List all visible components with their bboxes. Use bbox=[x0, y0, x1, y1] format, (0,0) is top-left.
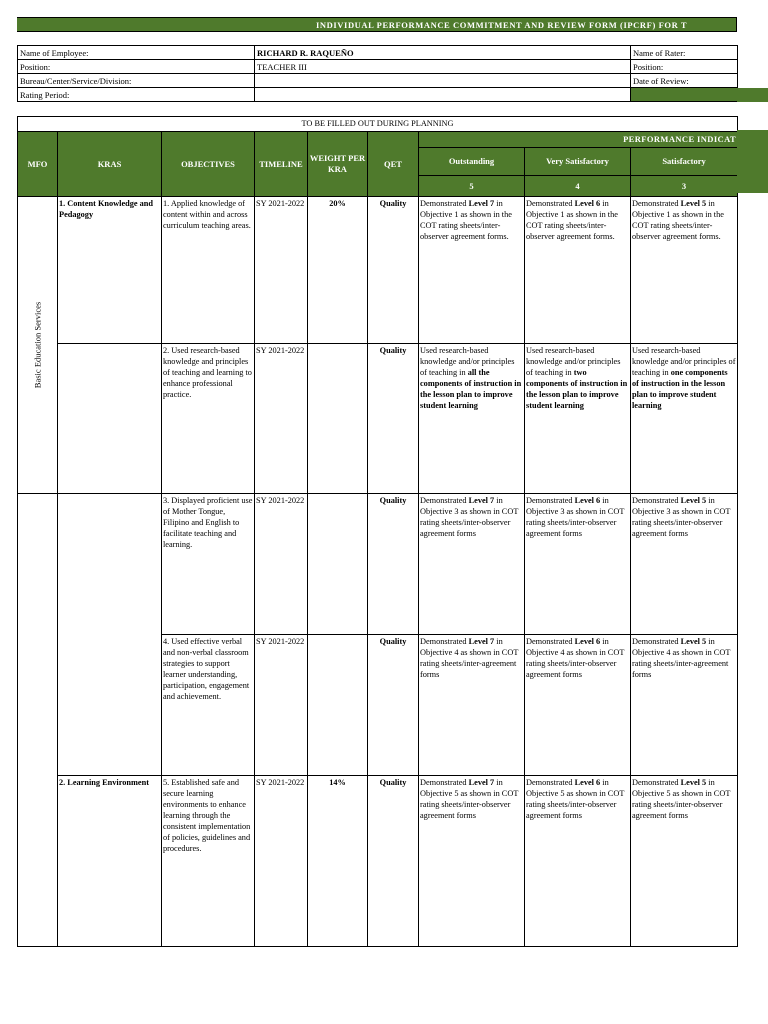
indicator-text: Demonstrated bbox=[632, 199, 681, 208]
indicator-text: Demonstrated bbox=[420, 496, 469, 505]
kra-cell bbox=[58, 494, 162, 776]
header-objectives: OBJECTIVES bbox=[162, 132, 255, 197]
very-satisfactory-cell bbox=[525, 344, 631, 494]
indicator-level: two components of instruction in the lesson plan to improve student learning bbox=[526, 368, 628, 411]
indicator-text: Used research-based knowledge and/or principles of teaching in bbox=[632, 346, 736, 378]
objective-cell: 5. Established safe and secure learning environments to enhance learning through the consistent implementation of policies, guidelines and procedures. bbox=[162, 776, 255, 947]
indicator-text: in Objective 5 as shown in COT rating sheets/inter-observer agreement forms bbox=[420, 778, 519, 820]
header-very-satisfactory: Very Satisfactory bbox=[525, 147, 631, 176]
satisfactory-cell bbox=[631, 197, 738, 344]
indicator-text: Demonstrated bbox=[526, 496, 575, 505]
indicator-level: Level 7 bbox=[468, 199, 495, 208]
header-kras: KRAS bbox=[58, 132, 162, 197]
planning-row bbox=[18, 117, 738, 132]
indicator-level: Level 6 bbox=[574, 778, 601, 787]
indicator-text: in Objective 5 as shown in COT rating sheets/inter-observer agreement forms bbox=[526, 778, 625, 820]
outstanding-cell bbox=[419, 776, 525, 947]
very-satisfactory-cell bbox=[525, 635, 631, 776]
indicator-level: Level 7 bbox=[468, 496, 495, 505]
indicator-level: Level 5 bbox=[680, 199, 707, 208]
weight-cell bbox=[308, 635, 368, 776]
indicator-text: Demonstrated bbox=[420, 637, 469, 646]
header-mfo: MFO bbox=[18, 132, 58, 197]
score-outstanding: 5 bbox=[419, 176, 525, 197]
very-satisfactory-cell bbox=[525, 197, 631, 344]
satisfactory-cell bbox=[631, 494, 738, 635]
indicator-text: Demonstrated bbox=[526, 637, 575, 646]
indicator-text: Demonstrated bbox=[420, 199, 469, 208]
qet-cell: Quality bbox=[368, 197, 419, 344]
bureau-label: Bureau/Center/Service/Division: bbox=[18, 74, 255, 88]
weight-cell: 14% bbox=[308, 776, 368, 947]
form-title-text: INDIVIDUAL PERFORMANCE COMMITMENT AND REVIEW FORM (IPCRF) FOR T bbox=[316, 20, 688, 30]
indicator-text: in Objective 4 as shown in COT rating sheets/inter-agreement forms bbox=[632, 637, 731, 679]
rater-label: Name of Rater: bbox=[631, 46, 738, 60]
rating-period-label: Rating Period: bbox=[18, 88, 255, 102]
indicator-text: in Objective 1 as shown in the COT rating sheets/inter-observer agreement forms. bbox=[526, 199, 618, 241]
indicator-text: in Objective 5 as shown in COT rating sheets/inter-observer agreement forms bbox=[632, 778, 731, 820]
indicator-level: all the components of instruction in the lesson plan to improve student learning bbox=[420, 368, 522, 411]
indicator-text: Demonstrated bbox=[632, 496, 681, 505]
employee-info-table bbox=[17, 45, 738, 102]
very-satisfactory-cell bbox=[525, 776, 631, 947]
score-satisfactory: 3 bbox=[631, 176, 738, 197]
indicator-level: Level 7 bbox=[468, 778, 495, 787]
review-date-label: Date of Review: bbox=[631, 74, 738, 88]
timeline-cell: SY 2021-2022 bbox=[255, 344, 308, 494]
indicator-text: in Objective 3 as shown in COT rating sheets/inter-observer agreement forms bbox=[526, 496, 625, 538]
position-value: TEACHER III bbox=[255, 60, 631, 74]
indicator-text: Demonstrated bbox=[526, 778, 575, 787]
header-weight: WEIGHT PER KRA bbox=[308, 132, 368, 197]
bureau-value bbox=[255, 74, 631, 88]
table-row bbox=[18, 197, 738, 344]
qet-cell: Quality bbox=[368, 344, 419, 494]
indicator-text: Demonstrated bbox=[632, 778, 681, 787]
indicator-text: Demonstrated bbox=[420, 778, 469, 787]
table-row bbox=[18, 494, 738, 635]
very-satisfactory-cell bbox=[525, 494, 631, 635]
score-very-satisfactory: 4 bbox=[525, 176, 631, 197]
info-row bbox=[18, 46, 738, 60]
weight-cell: 20% bbox=[308, 197, 368, 344]
indicator-text: in Objective 3 as shown in COT rating sheets/inter-observer agreement forms bbox=[632, 496, 731, 538]
objective-cell: 2. Used research-based knowledge and principles of teaching and learning to enhance professional practice. bbox=[162, 344, 255, 494]
name-value: RICHARD R. RAQUEÑO bbox=[255, 46, 631, 60]
indicator-text: in Objective 4 as shown in COT rating sheets/inter-agreement forms bbox=[420, 637, 519, 679]
indicator-level: Level 6 bbox=[574, 496, 601, 505]
header-performance-indicators: PERFORMANCE INDICAT bbox=[419, 132, 738, 148]
indicator-text: Demonstrated bbox=[526, 199, 575, 208]
qet-cell: Quality bbox=[368, 776, 419, 947]
header-satisfactory: Satisfactory bbox=[631, 147, 738, 176]
indicator-text: in Objective 1 as shown in the COT rating sheets/inter-observer agreement forms. bbox=[632, 199, 724, 241]
indicator-level: Level 6 bbox=[574, 199, 601, 208]
rater-position-label: Position: bbox=[631, 60, 738, 74]
objective-cell: 3. Displayed proficient use of Mother Tongue, Filipino and English to facilitate teaching and learning. bbox=[162, 494, 255, 635]
kra-cell: 2. Learning Environment bbox=[58, 776, 162, 947]
timeline-cell: SY 2021-2022 bbox=[255, 776, 308, 947]
ipcrf-table bbox=[17, 116, 738, 947]
outstanding-cell bbox=[419, 494, 525, 635]
satisfactory-cell bbox=[631, 344, 738, 494]
weight-cell bbox=[308, 494, 368, 635]
header-qet: QET bbox=[368, 132, 419, 197]
overflow-fill bbox=[737, 88, 768, 102]
position-label: Position: bbox=[18, 60, 255, 74]
header-timeline: TIMELINE bbox=[255, 132, 308, 197]
review-date-value bbox=[631, 88, 738, 102]
info-row bbox=[18, 60, 738, 74]
indicator-level: Level 6 bbox=[574, 637, 601, 646]
header-outstanding: Outstanding bbox=[419, 147, 525, 176]
mfo-cell-empty bbox=[18, 494, 58, 947]
timeline-cell: SY 2021-2022 bbox=[255, 494, 308, 635]
header-row-1 bbox=[18, 132, 738, 148]
mfo-cell bbox=[18, 197, 58, 494]
indicator-text: in Objective 4 as shown in COT rating sheets/inter-observer agreement forms bbox=[526, 637, 625, 679]
indicator-level: Level 5 bbox=[680, 778, 707, 787]
objective-cell: 4. Used effective verbal and non-verbal classroom strategies to support learner understanding, participation, engagement and achievement. bbox=[162, 635, 255, 776]
qet-cell: Quality bbox=[368, 494, 419, 635]
info-row bbox=[18, 74, 738, 88]
outstanding-cell bbox=[419, 635, 525, 776]
form-title bbox=[17, 17, 737, 32]
kra-cell bbox=[58, 344, 162, 494]
indicator-text: in Objective 1 as shown in the COT rating sheets/inter-observer agreement forms. bbox=[420, 199, 512, 241]
name-label: Name of Employee: bbox=[18, 46, 255, 60]
info-row bbox=[18, 88, 738, 102]
rating-period-value bbox=[255, 88, 631, 102]
outstanding-cell bbox=[419, 197, 525, 344]
indicator-text: in Objective 3 as shown in COT rating sheets/inter-observer agreement forms bbox=[420, 496, 519, 538]
indicator-text: Used research-based knowledge and/or principles of teaching in bbox=[526, 346, 621, 378]
planning-label: TO BE FILLED OUT DURING PLANNING bbox=[18, 117, 738, 132]
satisfactory-cell bbox=[631, 635, 738, 776]
indicator-level: Level 5 bbox=[680, 496, 707, 505]
kra-cell: 1. Content Knowledge and Pedagogy bbox=[58, 197, 162, 344]
outstanding-cell bbox=[419, 344, 525, 494]
mfo-value: Basic Education Services bbox=[32, 301, 42, 389]
indicator-text: Used research-based knowledge and/or principles of teaching in bbox=[420, 346, 515, 378]
indicator-level: Level 5 bbox=[680, 637, 707, 646]
qet-cell: Quality bbox=[368, 635, 419, 776]
table-row bbox=[18, 344, 738, 494]
satisfactory-cell bbox=[631, 776, 738, 947]
timeline-cell: SY 2021-2022 bbox=[255, 197, 308, 344]
indicator-text: Demonstrated bbox=[632, 637, 681, 646]
objective-cell: 1. Applied knowledge of content within and across curriculum teaching areas. bbox=[162, 197, 255, 344]
indicator-level: Level 7 bbox=[468, 637, 495, 646]
overflow-header-fill bbox=[737, 130, 768, 193]
timeline-cell: SY 2021-2022 bbox=[255, 635, 308, 776]
weight-cell bbox=[308, 344, 368, 494]
table-row bbox=[18, 776, 738, 947]
indicator-level: one components of instruction in the lesson plan to improve student learning bbox=[632, 368, 728, 411]
